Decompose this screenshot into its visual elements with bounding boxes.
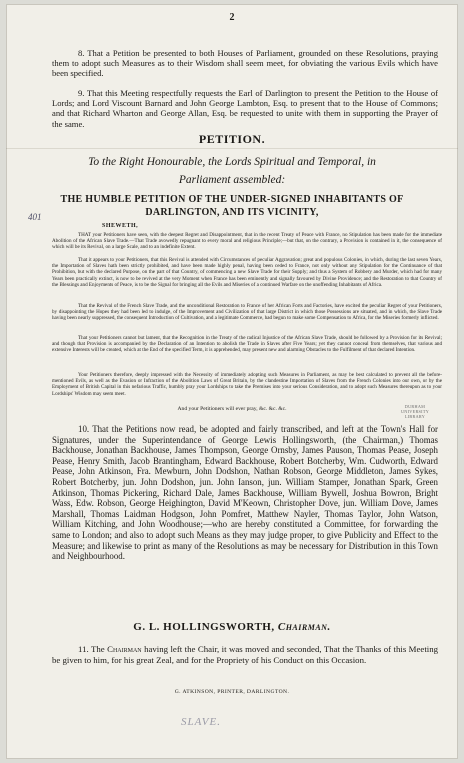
petition-paragraph-5: Your Petitioners therefore, deeply impressed with the Necessity of immediately adopting such Measures in Parliament, as may be best calculated to prevent all the before-mentioned Evils, as well as the Evasion or Infraction of the Abolition Laws of Great Britain, by the clandestine Importation of Slaves from the French Colonies into our own, or by the Employment of British Capital in this nefarious Traffic, humbly pray your Lordships to take the Premises into your serious Consideration, and to adopt such Measures thereupon as to your Lordships' Wisdom may seem meet. (52, 372, 442, 397)
library-stamp (392, 404, 438, 419)
stamp-line: DURHAM (404, 404, 426, 409)
handwritten-margin-note: 401 (28, 212, 42, 222)
sheweth-label: SHEWETH, (102, 223, 139, 229)
pencil-annotation: SLAVE. (181, 716, 221, 728)
resolution-number: 9. (78, 88, 85, 98)
petition-paragraph-4: That your Petitioners cannot but lament, that the Recognition in the Treaty of the radical Injustice of the African Slave Trade, should be followed by a Provision for its Revival; and though that Provision is accompanied by the Declaration of an Intention to abolish the Trade in Slaves after Five Years; yet they cannot conceal from themselves, that various and extensive Interests will be created, which at the End of the specified Term, it is apprehended, may present new and alarming Obstacles to the Fulfilment of that declared Intention. (52, 335, 442, 354)
chairman-signature (6, 621, 458, 633)
resolution-text: That this Meeting respectfully requests the Earl of Darlington to present the Petition to the House of Lords; and Lord Viscount Barnard and John George Lambton, Esq. to present that to the House of Commons; and that Richard Wharton and George Allan, Esq. be requested to unite with them in supporting the Prayer of the same. (52, 88, 438, 129)
page-number: 2 (229, 12, 235, 23)
pray-line: And your Petitioners will ever pray, &c. &c. &c. (177, 406, 287, 412)
paper-fold (6, 148, 458, 149)
stamp-line: LIBRARY (404, 414, 426, 419)
resolution-10 (52, 424, 438, 562)
resolution-9 (52, 88, 438, 129)
address-line-2: Parliament assembled: (178, 174, 286, 186)
petition-paragraph-2: That it appears to your Petitioners, that this Revival is attended with Circumstances of peculiar Aggravation; great and populous Colonies, in which, during the last seven Years, the Importation of Slaves hath been strictly prohibited, and have been made highly penal, having been ceded to France, not only without any Stipulation for the Continuance of that Prohibition, but with the declared Purpose, on the part of that Country, of commencing a new Slave Trade for their Supply; and thus a System of Robbery and Murder, which had for many Years been practically extinct, is now to be revived at the very Moment when France has been eminently and signally favoured by Divine Providence; and the Restoration to that Country of the Blessings and Enjoyments of Peace, is to be the Signal for bringing all the Evils and Miseries of a continued Warfare on the unoffending Inhabitants of Africa. (52, 257, 442, 288)
resolution-8 (52, 48, 438, 79)
resolution-text: That the Petitions now read, be adopted and fairly transcribed, and left at the Town's Hall for Signatures, under the Superintendance of George Lewis Hollingsworth, (the Chairman,) Thomas Backhouse, Jonathan Backhouse, James Thompson, George Ornsby, James Pauson, Thomas Pease, Joseph Pease, Henry Smith, Jacob Brantingham, Edward Backhouse, Robert Botcherby, Wm. Cudworth, Edward Pease, John Atkinson, Fra. Mewburn, John Dodshon, Nathan Robson, George Middleton, James Sykes, Robert Botcherby, jun. John Dodshon, jun. John Ianson, jun. William Stamper, Jonathan Spark, Green Atkinson, Thomas Pickering, Richard Dale, James Backhouse, William Bywell, Joshua Bowron, Bright Wass, Edw. Robson, George Heighington, David M'Keown, Christopher Dove, jun. William Dove, James Marshall, Thomas Laidman Hodgson, John Pomfret, Matthew Nayler, Thomas Taylor, John Watson, William Kitching, and John Woodhouse;—who are hereby constituted a Committee, for forwarding the same to London; and also to adopt such Means as they may judge proper, to give Publicity and Effect to the Measure; and likewise to print as many of the Resolutions as may be necessary for Distribution in this Town and Neighbourhood. (52, 424, 438, 562)
printer-imprint: G. ATKINSON, PRINTER, DARLINGTON. (174, 689, 290, 695)
petition-heading: PETITION. (198, 132, 266, 146)
petition-paragraph-3: That the Revival of the French Slave Trade, and the unconditional Restoration to France of her African Forts and Factories, have excited the peculiar Regret of your Petitioners, by disappointing the Hopes they had been led to indulge, of the Improvement and Civilization of that large District in which those Possessions are situated, and in which, the Slave Trade having been nearly suppressed, the consequent Introduction of Cultivation, and a legitimate Commerce, had begun to make some Compensation to Africa, for the Miseries formerly inflicted. (52, 303, 442, 322)
resolution-number: 8. (78, 48, 85, 58)
resolution-text: having left the Chair, it was moved and seconded, That the Thanks of this Meeting be given to him, for his great Zeal, and for the Propriety of his Conduct on this Occasion. (52, 644, 438, 665)
resolution-number: 11. (78, 644, 89, 654)
resolution-lead: The (90, 644, 105, 654)
resolution-11 (52, 644, 438, 665)
resolution-text: That a Petition be presented to both Houses of Parliament, grounded on these Resolutions, praying them to adopt such Measures as to their Wisdom shall seem meet, for obviating the various Evils which have been specified. (52, 48, 438, 79)
stamp-line: UNIVERSITY (400, 409, 430, 414)
address-line-1: To the Right Honourable, the Lords Spiritual and Temporal, in (88, 156, 376, 168)
signature-name: G. L. HOLLINGSWORTH, (133, 621, 275, 633)
document-page (6, 4, 458, 759)
petition-title-line-2: DARLINGTON, AND ITS VICINITY, (145, 207, 319, 218)
petition-title-line-1: THE HUMBLE PETITION OF THE UNDER-SIGNED INHABITANTS OF (60, 194, 404, 205)
chairman-word: Chairman (107, 644, 142, 654)
petition-paragraph-1: THAT your Petitioners have seen, with the deepest Regret and Disappointment, that in the recent Treaty of Peace with France, no Stipulation has been made for the immediate Abolition of the African Slave Trade.—That Trade avowedly repugnant to every moral and religious Principle;—but that, on the contrary, a Provision is contained in it, the consequence of which will be its Revival, on a large Scale, and to an indefinite Extent. (52, 232, 442, 251)
resolution-number: 10. (78, 424, 90, 434)
signature-title: Chairman. (277, 621, 331, 633)
